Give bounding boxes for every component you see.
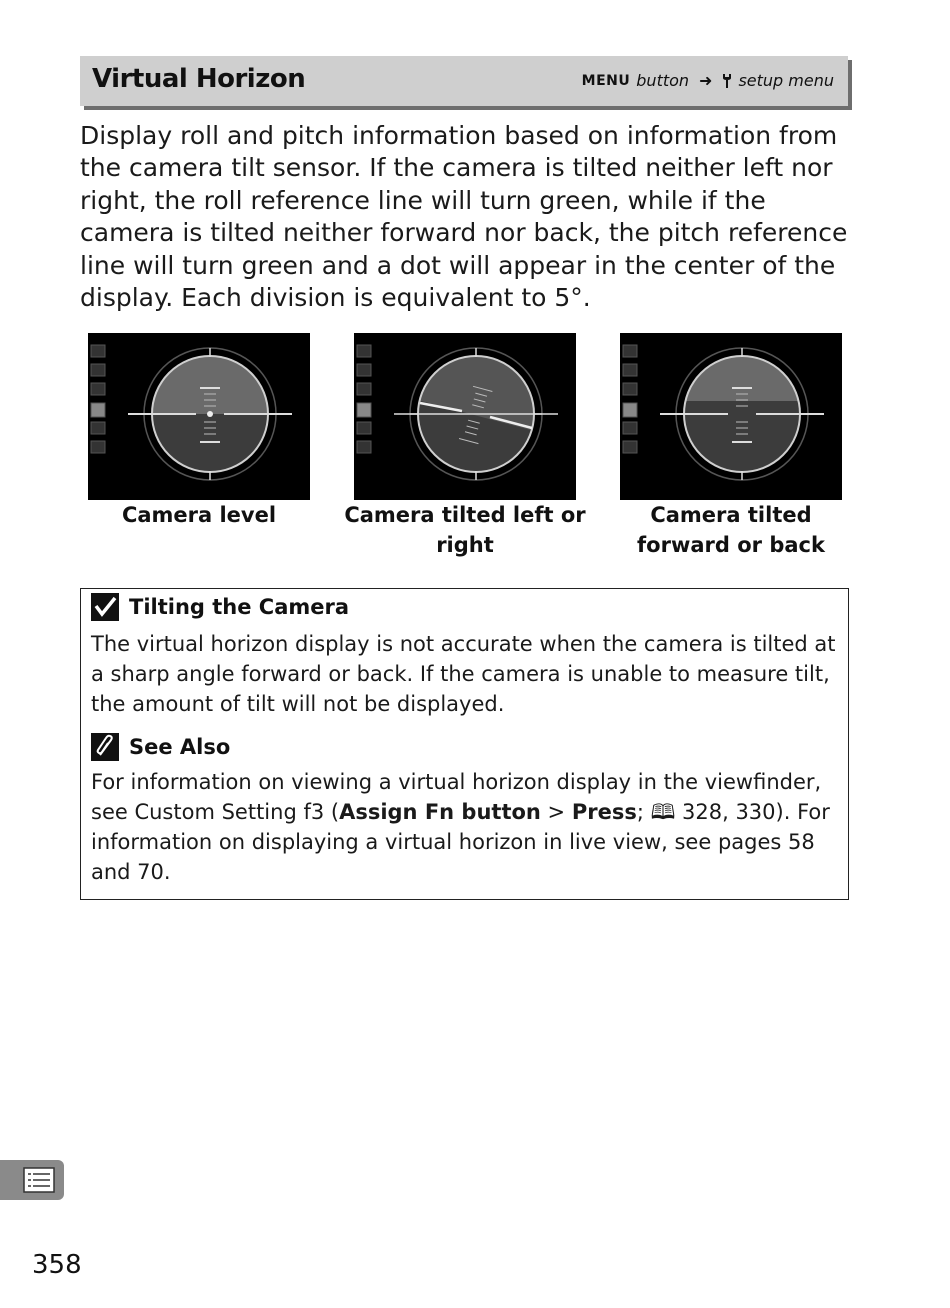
display-level — [88, 333, 310, 500]
see-also-heading — [91, 733, 230, 761]
see-also-text — [91, 767, 841, 887]
wrench-icon — [722, 73, 732, 89]
caption-level: Camera level — [121, 503, 277, 527]
section-tab — [0, 1160, 64, 1200]
menu-list-icon — [0, 1160, 64, 1200]
section-header — [80, 56, 848, 106]
separator: > — [540, 800, 572, 824]
page-title: Virtual Horizon — [92, 64, 306, 94]
caption-tilted-pitch: Camera tilted forward or back — [637, 503, 825, 557]
display-tilted-pitch — [620, 333, 842, 500]
paperclip-icon — [91, 733, 119, 761]
press-label: Press — [571, 800, 637, 824]
see-also-text-part: For information on viewing a virtual horizon display in the viewfinder, see Custom Setting f3 ( — [91, 770, 822, 824]
assign-fn-label: Assign Fn button — [339, 800, 541, 824]
tilting-heading-text: Tilting the Camera — [129, 595, 350, 619]
display-tilted-roll — [354, 333, 576, 500]
sidebar-icons — [91, 345, 105, 453]
breadcrumb — [582, 71, 834, 90]
intro-paragraph: Display roll and pitch information based on information from the camera tilt sensor. If the camera is tilted neither left nor right, the roll reference line will turn green, while if the camera is tilted neither forward nor back, the pitch reference line will turn green and a dot will appear in the center of the display. Each division is equivalent to 5°. — [80, 121, 848, 313]
arrow-right-icon: ➜ — [699, 71, 713, 90]
page-reference: ; 🕮 328, 330). For information on displaying a virtual horizon in live view, see pages 58 and 70. — [91, 800, 830, 884]
tilting-text: The virtual horizon display is not accurate when the camera is tilted at a sharp angle forward or back. If the camera is unable to measure tilt, the amount of tilt will not be displayed. — [91, 632, 836, 716]
setup-menu-label: setup menu — [738, 71, 834, 90]
menu-button-label: button — [636, 71, 690, 90]
menu-key-label: MENU — [581, 72, 631, 89]
caption-tilted-roll: Camera tilted left or right — [344, 503, 586, 557]
checkmark-icon — [91, 593, 119, 621]
page-number: 358 — [32, 1250, 82, 1280]
notes-box — [80, 588, 849, 900]
see-also-heading-text: See Also — [129, 735, 231, 759]
tilting-heading — [91, 593, 349, 621]
